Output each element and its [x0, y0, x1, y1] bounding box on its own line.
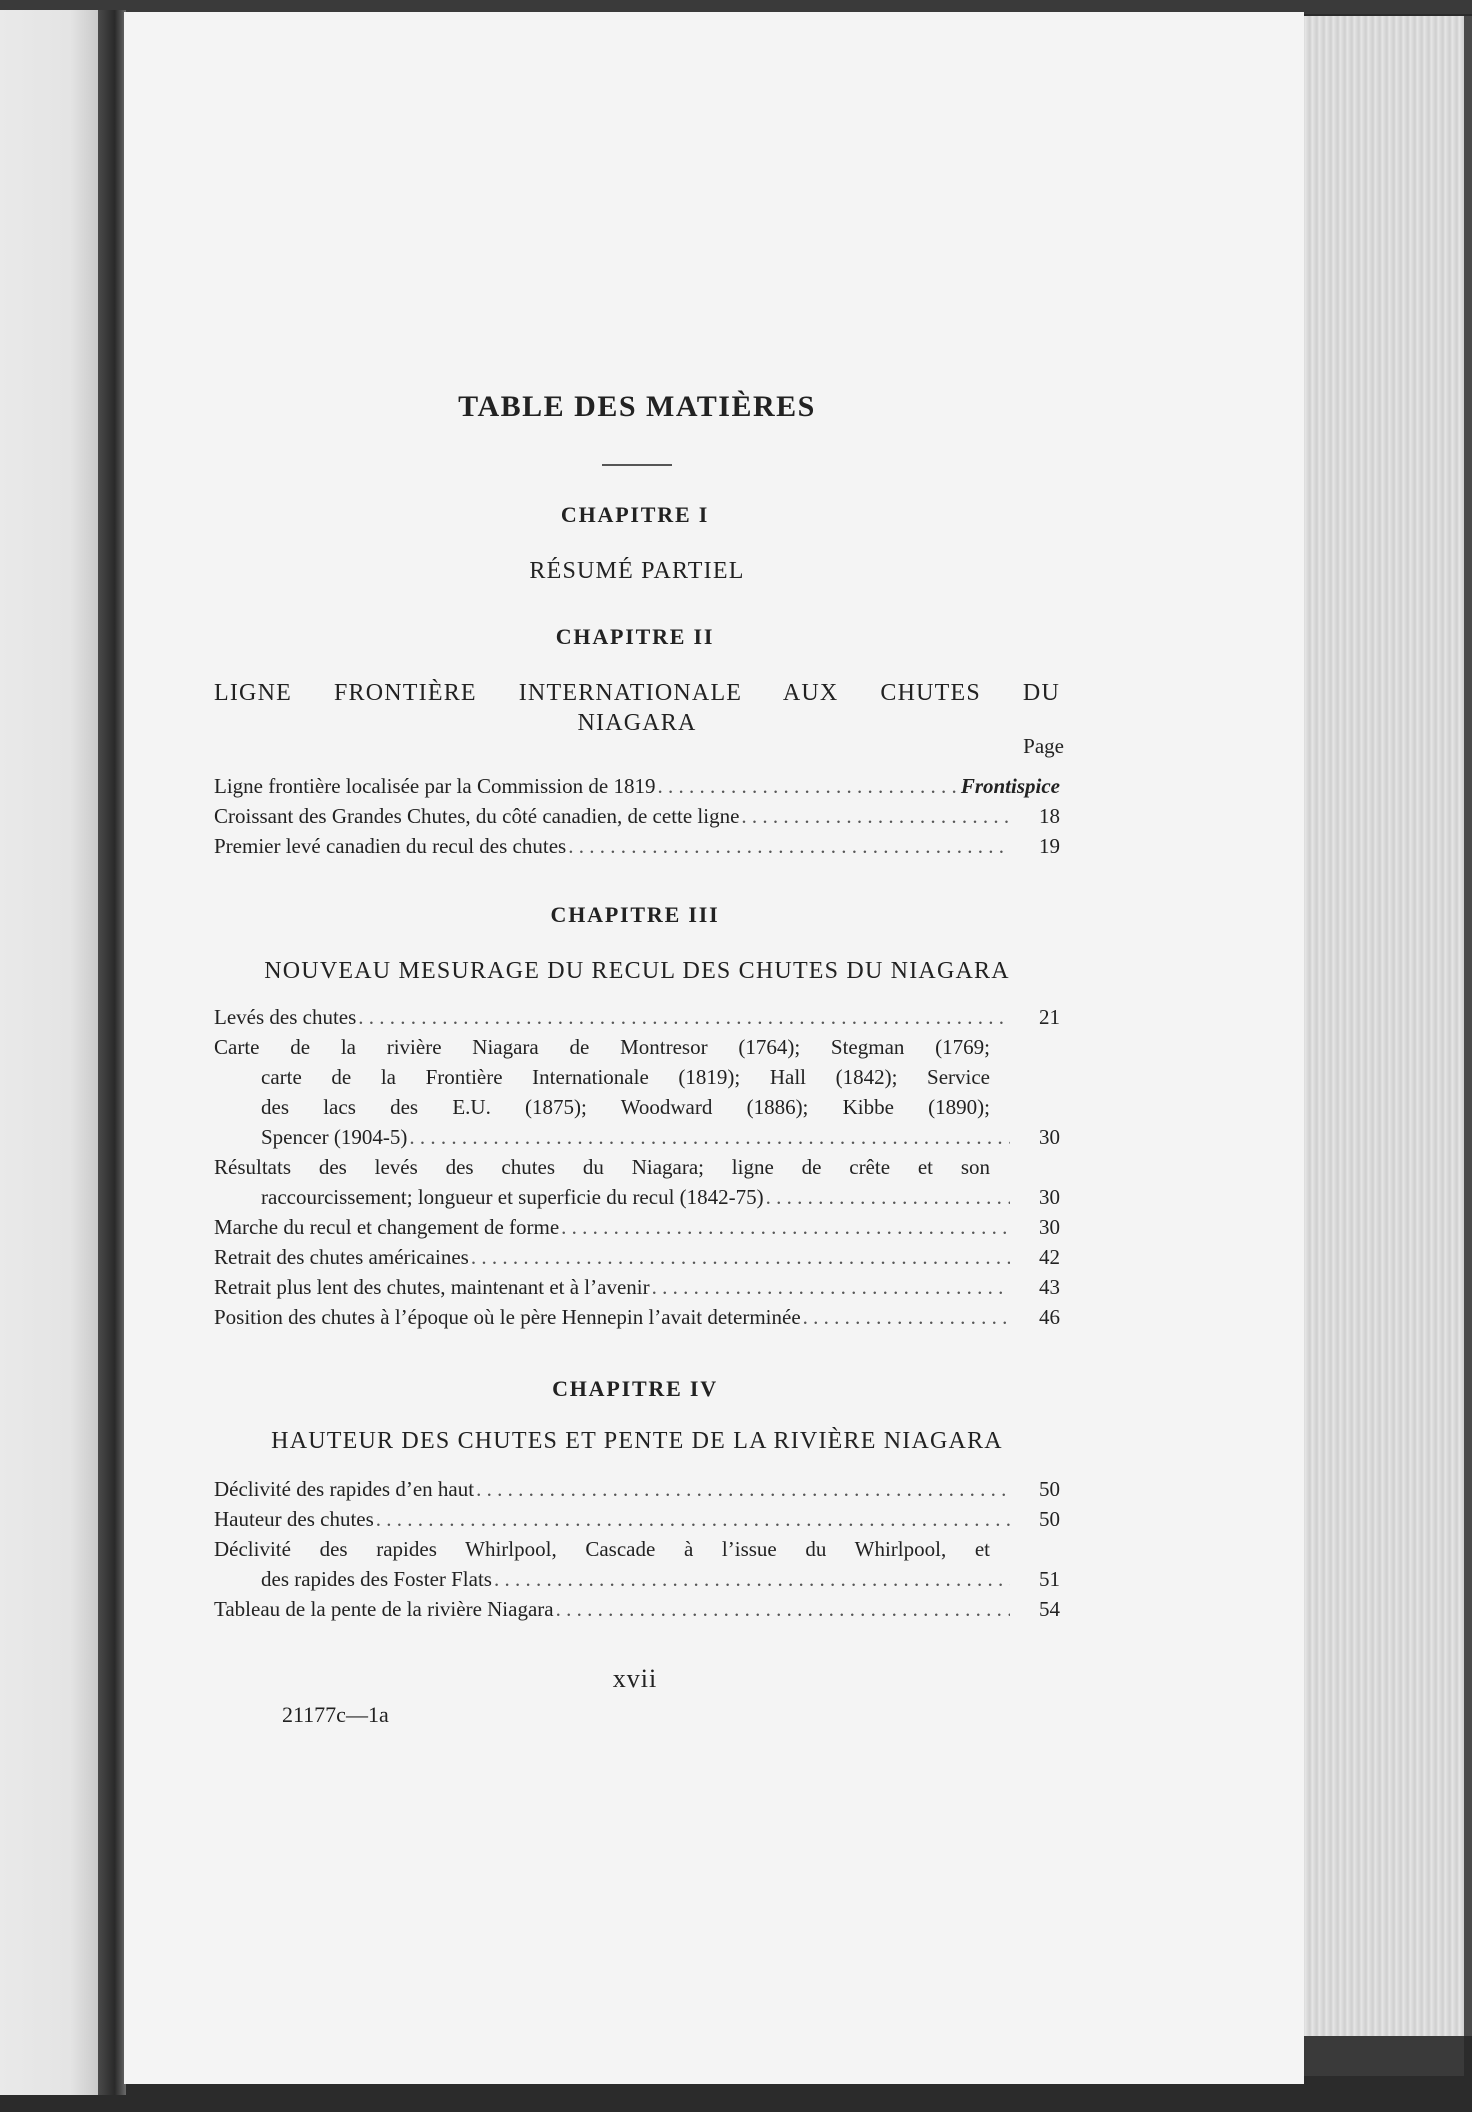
leader-dots: [739, 801, 1010, 831]
leader-dots: [492, 1564, 1010, 1594]
toc-entry-page: 50: [1039, 1477, 1060, 1501]
leader-dots: [554, 1594, 1010, 1624]
toc-entry-text-line: raccourcissement; longueur et superficie du recul (1842-75): [261, 1185, 764, 1209]
title-rule: [602, 464, 672, 466]
toc-entry-page: 21: [1039, 1005, 1060, 1029]
chapter-2-subtitle-line2: NIAGARA: [577, 710, 697, 736]
toc-entry-text: Ligne frontière localisée par la Commission de 1819: [214, 774, 656, 798]
toc-entry-last-line: [214, 1122, 1060, 1152]
toc-entry-page: 42: [1039, 1245, 1060, 1269]
toc-entry-text: Levés des chutes: [214, 1005, 357, 1029]
printer-signature: 21177c—1a: [282, 1702, 389, 1727]
toc-entry-last-line: [214, 1564, 1060, 1594]
chapter-4-entries: [214, 1474, 1060, 1624]
toc-entry-page: 51: [1039, 1567, 1060, 1591]
page-column-label: Page: [1023, 734, 1064, 758]
toc-entry-text-line: Résultats des levés des chutes du Niagara; ligne de crête et son: [214, 1155, 990, 1179]
toc-entry-page: Frontispice: [960, 774, 1060, 798]
toc-entry-text-line: Carte de la rivière Niagara de Montresor (1764); Stegman (1769;: [214, 1035, 990, 1059]
leader-dots: [566, 831, 1010, 861]
toc-entry-text: Position des chutes à l’époque où le père Hennepin l’avait determinée: [214, 1305, 801, 1329]
toc-entry: [214, 831, 1060, 861]
chapter-2-subtitle-line1: LIGNE FRONTIÈRE INTERNATIONALE AUX CHUTES DU: [214, 680, 1060, 706]
toc-entry: [214, 1302, 1060, 1332]
page-number: xvii: [612, 1664, 658, 1693]
toc-entry: [214, 1504, 1060, 1534]
toc-entry-text: Marche du recul et changement de forme: [214, 1215, 560, 1239]
toc-entry-text-line: Spencer (1904-5): [261, 1125, 408, 1149]
toc-entry-text-line: des lacs des E.U. (1875); Woodward (1886); Kibbe (1890);: [261, 1095, 990, 1119]
toc-entry-text: Premier levé canadien du recul des chutes: [214, 834, 567, 858]
book-gutter: [98, 10, 126, 2095]
left-page-edge: [0, 10, 100, 2095]
toc-entry-page: 46: [1039, 1305, 1060, 1329]
toc-entry-text-line: des rapides des Foster Flats: [261, 1567, 492, 1591]
toc-entry-page: 30: [1039, 1215, 1060, 1239]
toc-entry: [214, 1152, 1060, 1212]
toc-entry: [214, 1594, 1060, 1624]
leader-dots: [407, 1122, 1010, 1152]
chapter-1-subtitle: RÉSUMÉ PARTIEL: [529, 558, 745, 584]
chapter-4-heading: CHAPITRE IV: [552, 1376, 718, 1401]
chapter-2-entries: [214, 771, 1060, 861]
chapter-3-subtitle: NOUVEAU MESURAGE DU RECUL DES CHUTES DU NIAGARA: [264, 958, 1010, 984]
toc-entry-page: 30: [1039, 1125, 1060, 1149]
chapter-1-heading: CHAPITRE I: [560, 502, 710, 527]
leader-dots: [801, 1302, 1010, 1332]
leader-dots: [374, 1504, 1010, 1534]
toc-entry: [214, 1272, 1060, 1302]
toc-entry-text-line: carte de la Frontière Internationale (1819); Hall (1842); Service: [261, 1065, 990, 1089]
leader-dots: [764, 1182, 1010, 1212]
chapter-4-subtitle: HAUTEUR DES CHUTES ET PENTE DE LA RIVIÈRE NIAGARA: [271, 1428, 1003, 1454]
toc-entry-text: Déclivité des rapides d’en haut: [214, 1477, 475, 1501]
page-block-edges: [1298, 16, 1472, 2036]
toc-entry-text: Croissant des Grandes Chutes, du côté canadien, de cette ligne: [214, 804, 740, 828]
toc-entry-page: 54: [1039, 1597, 1060, 1621]
toc-entry: [214, 1242, 1060, 1272]
toc-entry-last-line: [214, 1182, 1060, 1212]
toc-entry-text: Tableau de la pente de la rivière Niagara: [214, 1597, 554, 1621]
chapter-2-heading: CHAPITRE II: [555, 624, 715, 649]
toc-entry: [214, 1032, 1060, 1152]
leader-dots: [655, 771, 960, 801]
toc-entry-page: 18: [1039, 804, 1060, 828]
leader-dots: [356, 1002, 1010, 1032]
toc-entry-text: Retrait plus lent des chutes, maintenant et à l’avenir: [214, 1275, 650, 1299]
toc-entry-page: 43: [1039, 1275, 1060, 1299]
toc-entry: [214, 801, 1060, 831]
toc-entry-text: Hauteur des chutes: [214, 1507, 374, 1531]
leader-dots: [559, 1212, 1010, 1242]
toc-entry-page: 30: [1039, 1185, 1060, 1209]
toc-entry: [214, 1534, 1060, 1594]
toc-entry-text-line: Déclivité des rapides Whirlpool, Cascade à l’issue du Whirlpool, et: [214, 1537, 990, 1561]
toc-entry-text: Retrait des chutes américaines: [214, 1245, 469, 1269]
toc-entry-page: 50: [1039, 1507, 1060, 1531]
leader-dots: [469, 1242, 1010, 1272]
page-title: TABLE DES MATIÈRES: [458, 390, 816, 423]
book-page: [124, 12, 1304, 2084]
chapter-3-entries: [214, 1002, 1060, 1332]
leader-dots: [650, 1272, 1010, 1302]
toc-entry: [214, 1212, 1060, 1242]
page-content: [124, 12, 1304, 2084]
toc-entry: [214, 771, 1060, 801]
toc-entry: [214, 1474, 1060, 1504]
chapter-3-heading: CHAPITRE III: [550, 902, 720, 927]
toc-entry-page: 19: [1039, 834, 1060, 858]
toc-entry: [214, 1002, 1060, 1032]
leader-dots: [474, 1474, 1010, 1504]
